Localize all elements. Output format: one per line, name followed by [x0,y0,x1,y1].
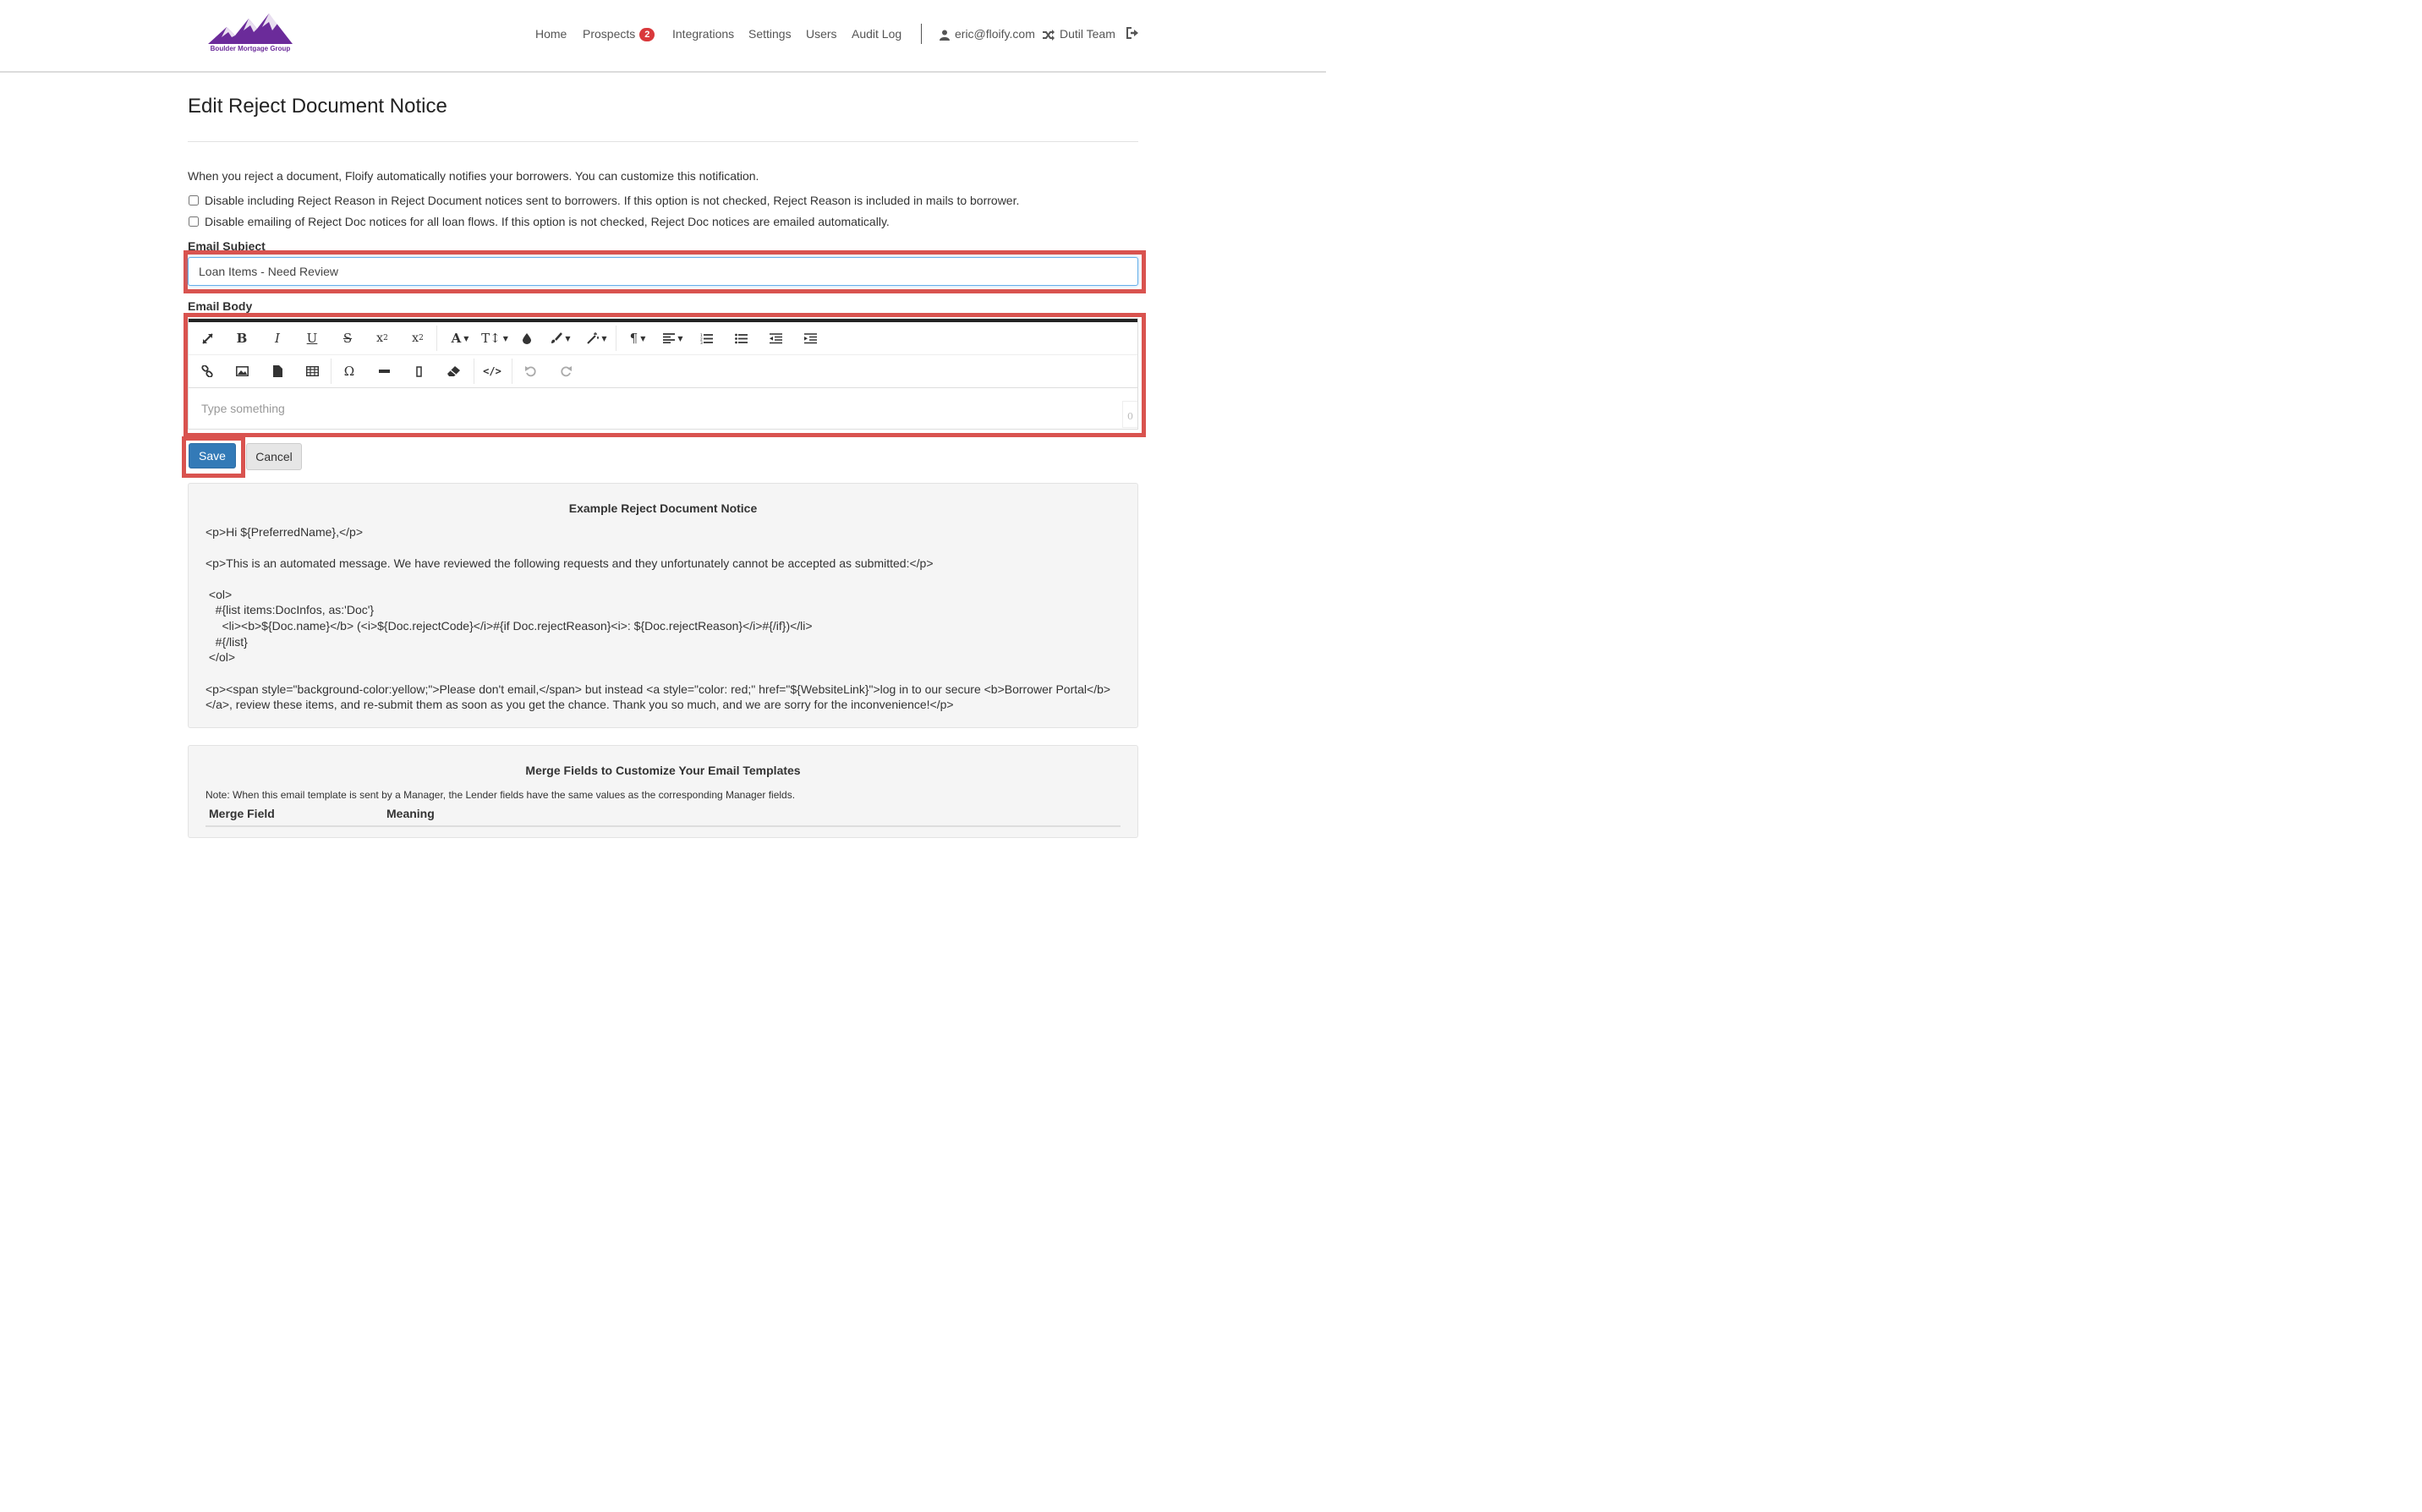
svg-text:2: 2 [699,337,703,342]
indent-icon[interactable] [795,322,825,354]
svg-text:3: 3 [699,341,703,344]
nav-home[interactable]: Home [535,27,567,41]
redo-icon[interactable] [551,355,581,387]
brand-logo[interactable] [206,12,294,56]
column-header-meaning: Meaning [386,807,435,820]
example-line: #{/list} [205,635,248,649]
disable-reject-reason-label: Disable including Reject Reason in Reject Document notices sent to borrowers. If this option is not checked, Reject Reason is included in mails to borrower. [205,194,1020,207]
nav-divider [921,24,922,44]
disable-emailing-label: Disable emailing of Reject Doc notices for all loan flows. If this option is not checked, Reject Doc notices are emailed automatically. [205,215,890,228]
column-header-merge-field: Merge Field [209,807,275,820]
underline-icon[interactable]: U [306,331,318,346]
example-line: #{list items:DocInfos, as:'Doc'} [205,603,375,616]
user-email: eric@floify.com [955,27,1035,41]
top-navbar [0,0,1326,73]
horizontal-line-icon[interactable] [369,355,399,387]
font-family-icon[interactable]: A ▼ [451,331,469,346]
example-line: <p><span style="background-color:yellow;">Please don't email,</span> but instead <a style="color: red;" href="${WebsiteLink}">log in to our secure <b>Borrower Portal</b> [205,682,1111,696]
magic-icon[interactable]: ▼ [580,322,614,354]
example-notice-panel [188,483,1138,728]
save-button[interactable]: Save [189,443,236,468]
prospects-count-badge: 2 [639,28,655,41]
shuffle-icon [1043,30,1055,41]
nav-settings[interactable]: Settings [748,27,792,41]
font-size-icon[interactable]: T↕ ▼ [481,331,508,346]
logout-button[interactable] [1126,27,1138,42]
user-icon [940,30,950,41]
title-divider [188,141,1138,142]
insert-block-icon[interactable] [403,355,434,387]
nav-switch-team[interactable] [1043,26,1115,41]
example-line: </a>, review these items, and re-submit them as soon as you get the chance. Thank you so much, and we are sorry for the inconvenience!</p> [205,698,954,711]
nav-users[interactable]: Users [806,27,837,41]
file-icon[interactable] [262,355,293,387]
editor-toolbar-row-1 [189,322,1137,355]
link-icon[interactable] [192,355,222,387]
merge-fields-panel [188,745,1138,838]
subscript-icon[interactable]: x 2 [376,331,388,345]
nav-prospects-label: Prospects [583,27,636,41]
italic-icon[interactable]: I [275,331,280,346]
example-line: <p>This is an automated message. We have reviewed the following requests and they unfortunately cannot be accepted as submitted:</p> [205,556,934,570]
email-subject-input[interactable] [188,257,1138,286]
editor-toolbar-row-2 [189,355,1137,388]
merge-fields-note: Note: When this email template is sent by a Manager, the Lender fields have the same values as the corresponding Manager fields. [205,789,796,801]
intro-text: When you reject a document, Floify automatically notifies your borrowers. You can customize this notification. [188,169,759,183]
email-body-editor [188,318,1138,430]
option-disable-reject-reason[interactable] [188,194,1019,207]
ordered-list-icon[interactable] [691,322,721,354]
color-icon[interactable] [512,322,542,354]
brand-name: Boulder Mortgage Group [210,45,291,52]
undo-icon[interactable] [516,355,546,387]
unordered-list-icon[interactable] [726,322,756,354]
example-line: <ol> [205,588,233,601]
image-icon[interactable] [227,355,257,387]
character-counter: 0 [1122,401,1137,428]
nav-prospects[interactable] [583,26,655,41]
cancel-button[interactable]: Cancel [246,443,302,470]
superscript-icon[interactable]: x 2 [412,331,424,345]
nav-user-account[interactable] [940,26,1035,41]
email-body-placeholder: Type something [201,402,285,415]
align-icon[interactable]: ▼ [656,322,690,354]
mountain-logo-icon [206,12,294,46]
paint-brush-icon[interactable]: ▼ [544,322,578,354]
team-name: Dutil Team [1060,27,1115,41]
email-body-content[interactable] [189,389,1137,430]
option-disable-emailing[interactable] [188,215,890,228]
strikethrough-icon[interactable]: S [342,331,353,346]
sign-out-icon [1126,27,1138,39]
table-icon[interactable] [297,355,327,387]
special-char-icon[interactable]: Ω [343,364,355,379]
svg-text:1: 1 [699,333,703,338]
merge-fields-title: Merge Fields to Customize Your Email Templates [525,764,801,777]
email-body-label: Email Body [188,299,253,313]
example-notice-title: Example Reject Document Notice [568,501,758,515]
nav-integrations[interactable]: Integrations [672,27,735,41]
example-line: <p>Hi ${PreferredName},</p> [205,525,364,539]
outdent-icon[interactable] [760,322,791,354]
bold-icon[interactable]: B [236,331,248,346]
page-title: Edit Reject Document Notice [188,95,447,118]
disable-emailing-checkbox[interactable] [189,216,199,227]
paragraph-icon[interactable]: ¶ ▼ [629,331,646,346]
nav-audit-log[interactable]: Audit Log [852,27,902,41]
eraser-icon[interactable] [438,355,469,387]
code-view-icon[interactable]: </> [483,365,501,377]
disable-reject-reason-checkbox[interactable] [189,195,199,205]
example-line: </ol> [205,650,236,664]
email-subject-label: Email Subject [188,239,266,253]
fullscreen-icon[interactable] [192,322,222,354]
example-line: <li><b>${Doc.name}</b> (<i>${Doc.rejectCode}</i>#{if Doc.rejectReason}<i>: ${Doc.rejectReason}</i>#{/if})</li> [205,619,813,633]
